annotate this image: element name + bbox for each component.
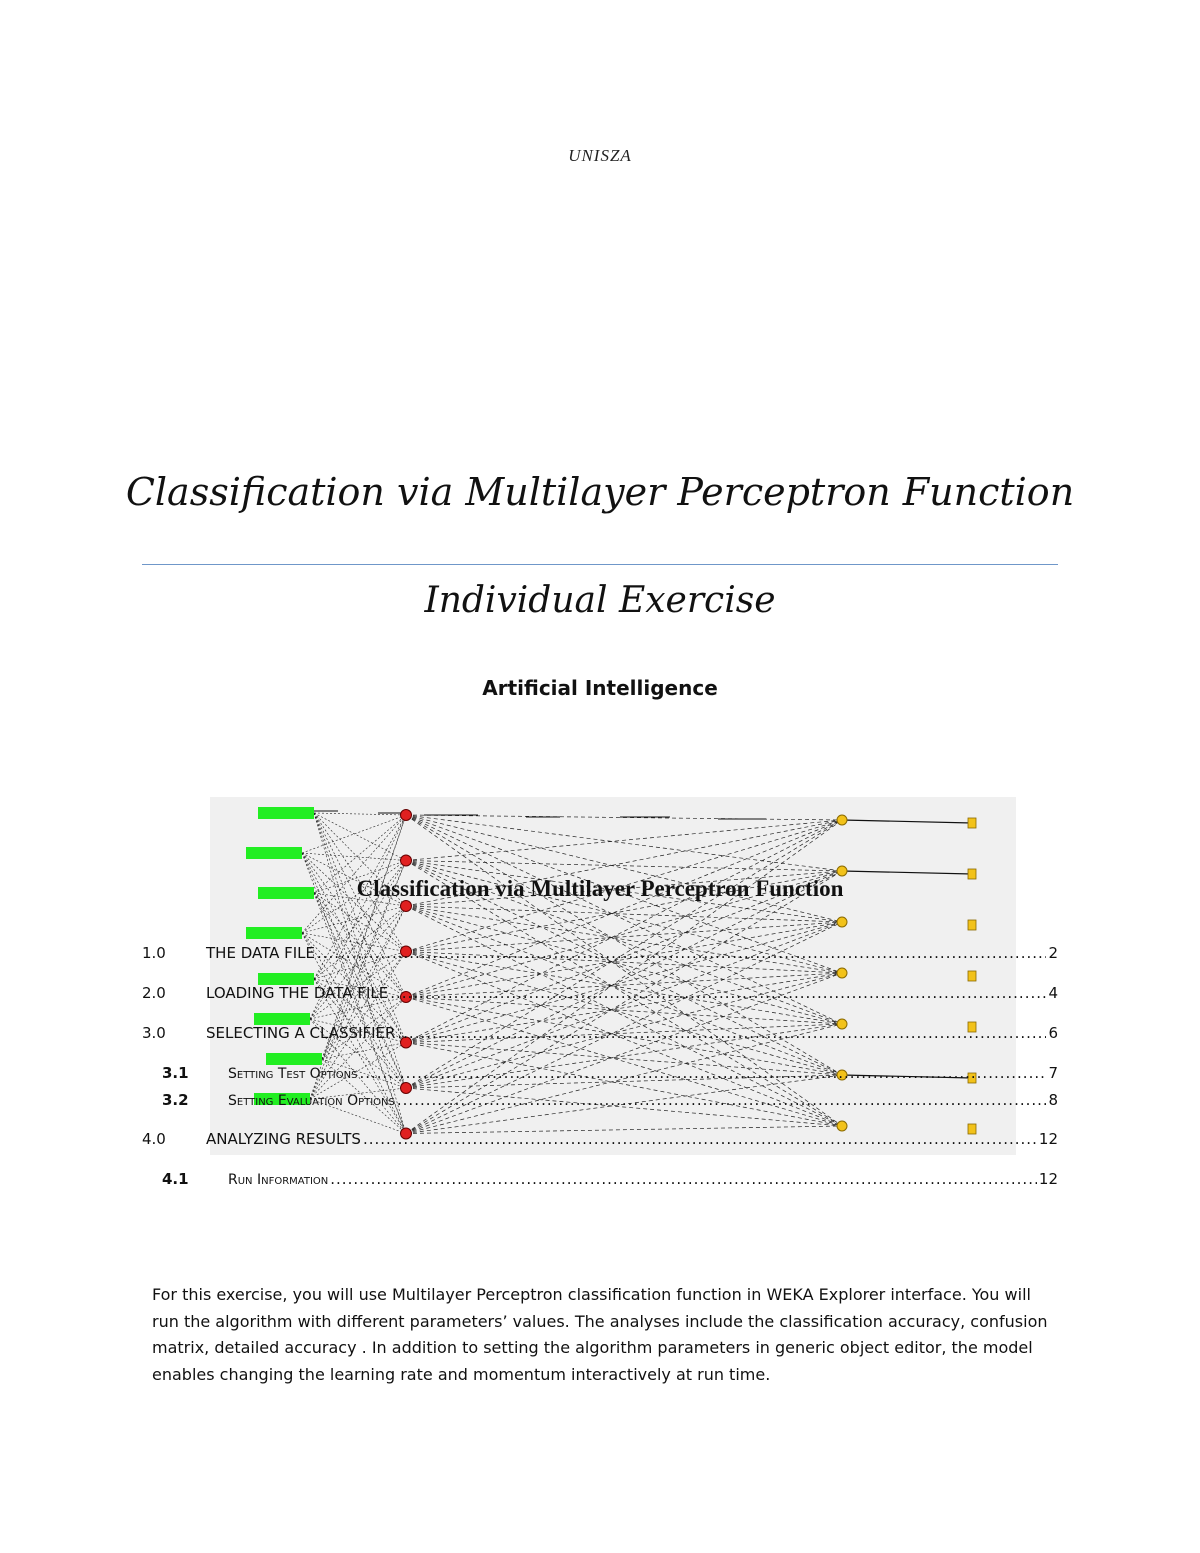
hidden-node bbox=[401, 855, 412, 866]
toc-leader-dots bbox=[330, 1170, 1037, 1188]
output-node bbox=[837, 968, 847, 978]
toc-entry[interactable] bbox=[142, 1024, 1058, 1042]
toc-entry-number: 3.0 bbox=[142, 1024, 166, 1042]
connection-line bbox=[406, 815, 842, 922]
hidden-node bbox=[401, 810, 412, 821]
page-header: UNISZA bbox=[568, 146, 632, 165]
toc-entry[interactable] bbox=[142, 944, 1058, 962]
connection-line bbox=[302, 853, 406, 997]
course-name: Artificial Intelligence bbox=[482, 676, 718, 700]
toc-entry[interactable] bbox=[142, 984, 1058, 1002]
input-node bbox=[258, 807, 314, 819]
toc-entry-label: THE DATA FILE bbox=[206, 944, 315, 962]
toc-entry-label: Setting Test Options bbox=[228, 1066, 358, 1082]
output-link-line bbox=[842, 820, 972, 823]
toc-entry-number: 3.1 bbox=[162, 1064, 189, 1082]
output-node bbox=[837, 866, 847, 876]
connection-line bbox=[406, 820, 842, 861]
toc-entry-number: 3.2 bbox=[162, 1091, 189, 1109]
connection-line bbox=[314, 813, 406, 1134]
connection-line bbox=[322, 1043, 406, 1060]
toc-entry[interactable] bbox=[142, 1130, 1058, 1148]
toc-entry-label: Setting Evaluation Options bbox=[228, 1093, 395, 1109]
toc-entry-label: SELECTING A CLASSIFIER bbox=[206, 1024, 396, 1042]
connection-line bbox=[302, 815, 406, 933]
toc-entry-page: 12 bbox=[1038, 1170, 1058, 1188]
toc-entry-number: 4.1 bbox=[162, 1170, 189, 1188]
toc-entry-page: 4 bbox=[1048, 984, 1058, 1002]
toc-entry[interactable] bbox=[162, 1091, 1058, 1109]
toc-leader-dots bbox=[317, 944, 1046, 962]
toc-entry-page: 6 bbox=[1048, 1024, 1058, 1042]
connection-line bbox=[406, 1043, 842, 1127]
input-node bbox=[246, 927, 302, 939]
toc-entry[interactable] bbox=[162, 1170, 1058, 1188]
hidden-node bbox=[401, 901, 412, 912]
document-subtitle: Individual Exercise bbox=[424, 580, 776, 621]
connection-line bbox=[406, 906, 842, 1024]
toc-entry-label: LOADING THE DATA FILE bbox=[206, 984, 389, 1002]
toc-entry[interactable] bbox=[162, 1064, 1058, 1082]
toc-entry-number: 4.0 bbox=[142, 1130, 166, 1148]
connection-line bbox=[406, 815, 842, 871]
connection-line bbox=[314, 979, 406, 1134]
toc-leader-dots bbox=[397, 1024, 1046, 1042]
input-node bbox=[246, 847, 302, 859]
connection-line bbox=[302, 906, 406, 933]
toc-entry-number: 1.0 bbox=[142, 944, 166, 962]
toc-entry-label: ANALYZING RESULTS bbox=[206, 1130, 361, 1148]
output-node bbox=[837, 815, 847, 825]
toc-entry-page: 12 bbox=[1038, 1130, 1058, 1148]
output-label-node bbox=[968, 971, 976, 981]
connection-line bbox=[406, 871, 842, 1088]
intro-paragraph: For this exercise, you will use Multilayer Perceptron classification function in WEKA Explorer interface. You will run the algorithm with different parameters’ values. The analyses include the classification accuracy, confusion matrix, detailed accuracy . In addition to setting the algorithm parameters in generic object editor, the model enables changing the learning rate and momentum interactively at run time. bbox=[152, 1285, 1048, 1384]
toc-leader-dots bbox=[390, 984, 1046, 1002]
toc-entry-label: Run Information bbox=[228, 1172, 329, 1188]
toc-leader-dots bbox=[363, 1130, 1037, 1148]
toc-entry-number: 2.0 bbox=[142, 984, 166, 1002]
toc-leader-dots bbox=[397, 1091, 1047, 1109]
connection-line bbox=[314, 813, 406, 1043]
output-label-node bbox=[968, 920, 976, 930]
toc-heading: Classification via Multilayer Perceptron Function bbox=[356, 876, 844, 901]
output-link-line bbox=[842, 871, 972, 874]
document-title: Classification via Multilayer Perceptron Function bbox=[125, 470, 1075, 514]
toc-leader-dots bbox=[359, 1064, 1046, 1082]
output-label-node bbox=[968, 818, 976, 828]
title-divider bbox=[142, 564, 1058, 565]
connection-line bbox=[322, 952, 406, 1060]
toc-entry-page: 8 bbox=[1048, 1091, 1058, 1109]
toc-entry-page: 7 bbox=[1048, 1064, 1058, 1082]
output-node bbox=[837, 917, 847, 927]
toc-entry-page: 2 bbox=[1048, 944, 1058, 962]
